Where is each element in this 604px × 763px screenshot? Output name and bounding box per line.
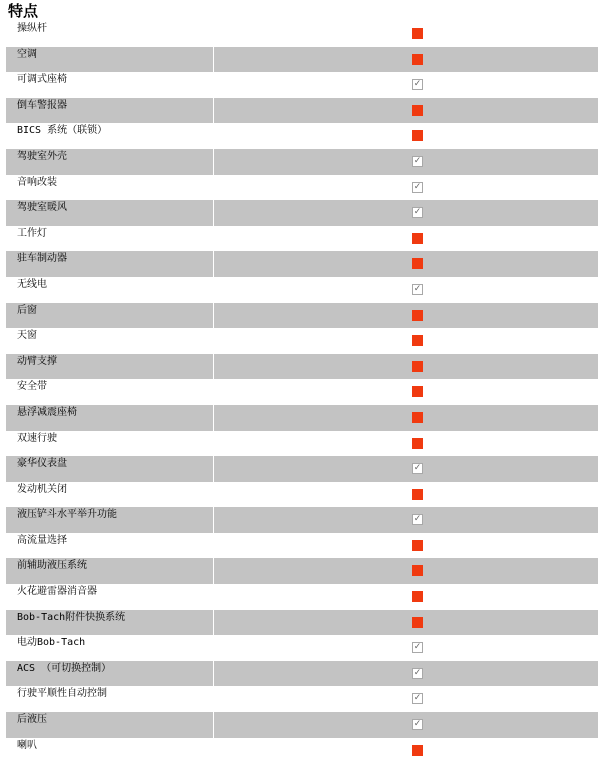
- feature-label: Bob-Tach附件快换系统: [17, 611, 126, 623]
- red-square-icon: [412, 386, 423, 397]
- feature-label: 豪华仪表盘: [17, 458, 67, 470]
- feature-label: 天窗: [17, 330, 37, 342]
- red-square-icon: [412, 233, 423, 244]
- feature-label: 音响改装: [17, 176, 57, 188]
- feature-row: [6, 72, 598, 98]
- feature-label: 悬浮减震座椅: [17, 406, 77, 418]
- feature-row: [6, 507, 598, 533]
- feature-label: 动臂支撑: [17, 355, 57, 367]
- feature-label: 工作灯: [17, 227, 47, 239]
- feature-row: [6, 226, 598, 252]
- checkmark-icon: ✓: [413, 79, 422, 90]
- red-square-icon: [412, 540, 423, 551]
- feature-label: 双速行驶: [17, 432, 57, 444]
- feature-row: [6, 712, 598, 738]
- feature-row: [6, 405, 598, 431]
- red-square-icon: [412, 310, 423, 321]
- checkmark-icon: ✓: [413, 642, 422, 653]
- feature-label: 行驶平顺性自动控制: [17, 688, 107, 700]
- red-square-icon: [412, 258, 423, 269]
- feature-label: 安全带: [17, 381, 47, 393]
- feature-row: [6, 98, 598, 124]
- feature-row: [6, 661, 598, 687]
- feature-label: ACS （可切换控制）: [17, 662, 112, 674]
- feature-row: [6, 123, 598, 149]
- red-square-icon: [412, 745, 423, 756]
- feature-label: 操纵杆: [17, 23, 47, 34]
- feature-row: [6, 354, 598, 380]
- checkmark-icon: ✓: [413, 719, 422, 730]
- checkmark-icon: ✓: [413, 155, 422, 166]
- red-square-icon: [412, 130, 423, 141]
- red-square-icon: [412, 565, 423, 576]
- page-title: 特点: [8, 2, 39, 20]
- feature-row: [6, 47, 598, 73]
- feature-row: [6, 610, 598, 636]
- feature-row: [6, 303, 598, 329]
- feature-row: [6, 328, 598, 354]
- feature-label: 火花避雷器消音器: [17, 586, 97, 598]
- feature-row: [6, 21, 598, 47]
- feature-label: 无线电: [17, 278, 47, 290]
- red-square-icon: [412, 28, 423, 39]
- feature-row: [6, 558, 598, 584]
- feature-label: 电动Bob-Tach: [17, 637, 86, 649]
- feature-table: [6, 21, 598, 763]
- feature-row: [6, 686, 598, 712]
- feature-label: BICS 系统（联锁）: [17, 125, 108, 137]
- feature-label: 可调式座椅: [17, 74, 67, 86]
- feature-row: [6, 482, 598, 508]
- red-square-icon: [412, 105, 423, 116]
- red-square-icon: [412, 335, 423, 346]
- feature-row: [6, 149, 598, 175]
- feature-label: 后窗: [17, 304, 37, 316]
- feature-label: 驾驶室外壳: [17, 150, 67, 162]
- feature-label: 倒车警报器: [17, 99, 67, 111]
- feature-row: [6, 738, 598, 763]
- feature-row: [6, 456, 598, 482]
- feature-label: 前辅助液压系统: [17, 560, 87, 572]
- checkmark-icon: ✓: [413, 514, 422, 525]
- red-square-icon: [412, 617, 423, 628]
- feature-label: 驻车制动器: [17, 253, 67, 265]
- red-square-icon: [412, 489, 423, 500]
- checkmark-icon: ✓: [413, 693, 422, 704]
- red-square-icon: [412, 361, 423, 372]
- checkmark-icon: ✓: [413, 283, 422, 294]
- checkmark-icon: ✓: [413, 207, 422, 218]
- feature-label: 高流量选择: [17, 534, 67, 546]
- feature-row: [6, 635, 598, 661]
- feature-row: [6, 277, 598, 303]
- feature-label: 发动机关闭: [17, 483, 67, 495]
- feature-label: 后液压: [17, 714, 47, 726]
- checkmark-icon: ✓: [413, 667, 422, 678]
- feature-label: 驾驶室暖风: [17, 202, 67, 214]
- feature-label: 空调: [17, 48, 37, 60]
- red-square-icon: [412, 591, 423, 602]
- feature-row: [6, 379, 598, 405]
- red-square-icon: [412, 412, 423, 423]
- feature-row: [6, 533, 598, 559]
- feature-row: [6, 584, 598, 610]
- feature-row: [6, 175, 598, 201]
- feature-label: 喇叭: [17, 739, 37, 751]
- red-square-icon: [412, 54, 423, 65]
- feature-row: [6, 431, 598, 457]
- feature-row: [6, 251, 598, 277]
- red-square-icon: [412, 438, 423, 449]
- checkmark-icon: ✓: [413, 181, 422, 192]
- checkmark-icon: ✓: [413, 463, 422, 474]
- feature-label: 液压铲斗水平举升功能: [17, 509, 117, 521]
- feature-row: [6, 200, 598, 226]
